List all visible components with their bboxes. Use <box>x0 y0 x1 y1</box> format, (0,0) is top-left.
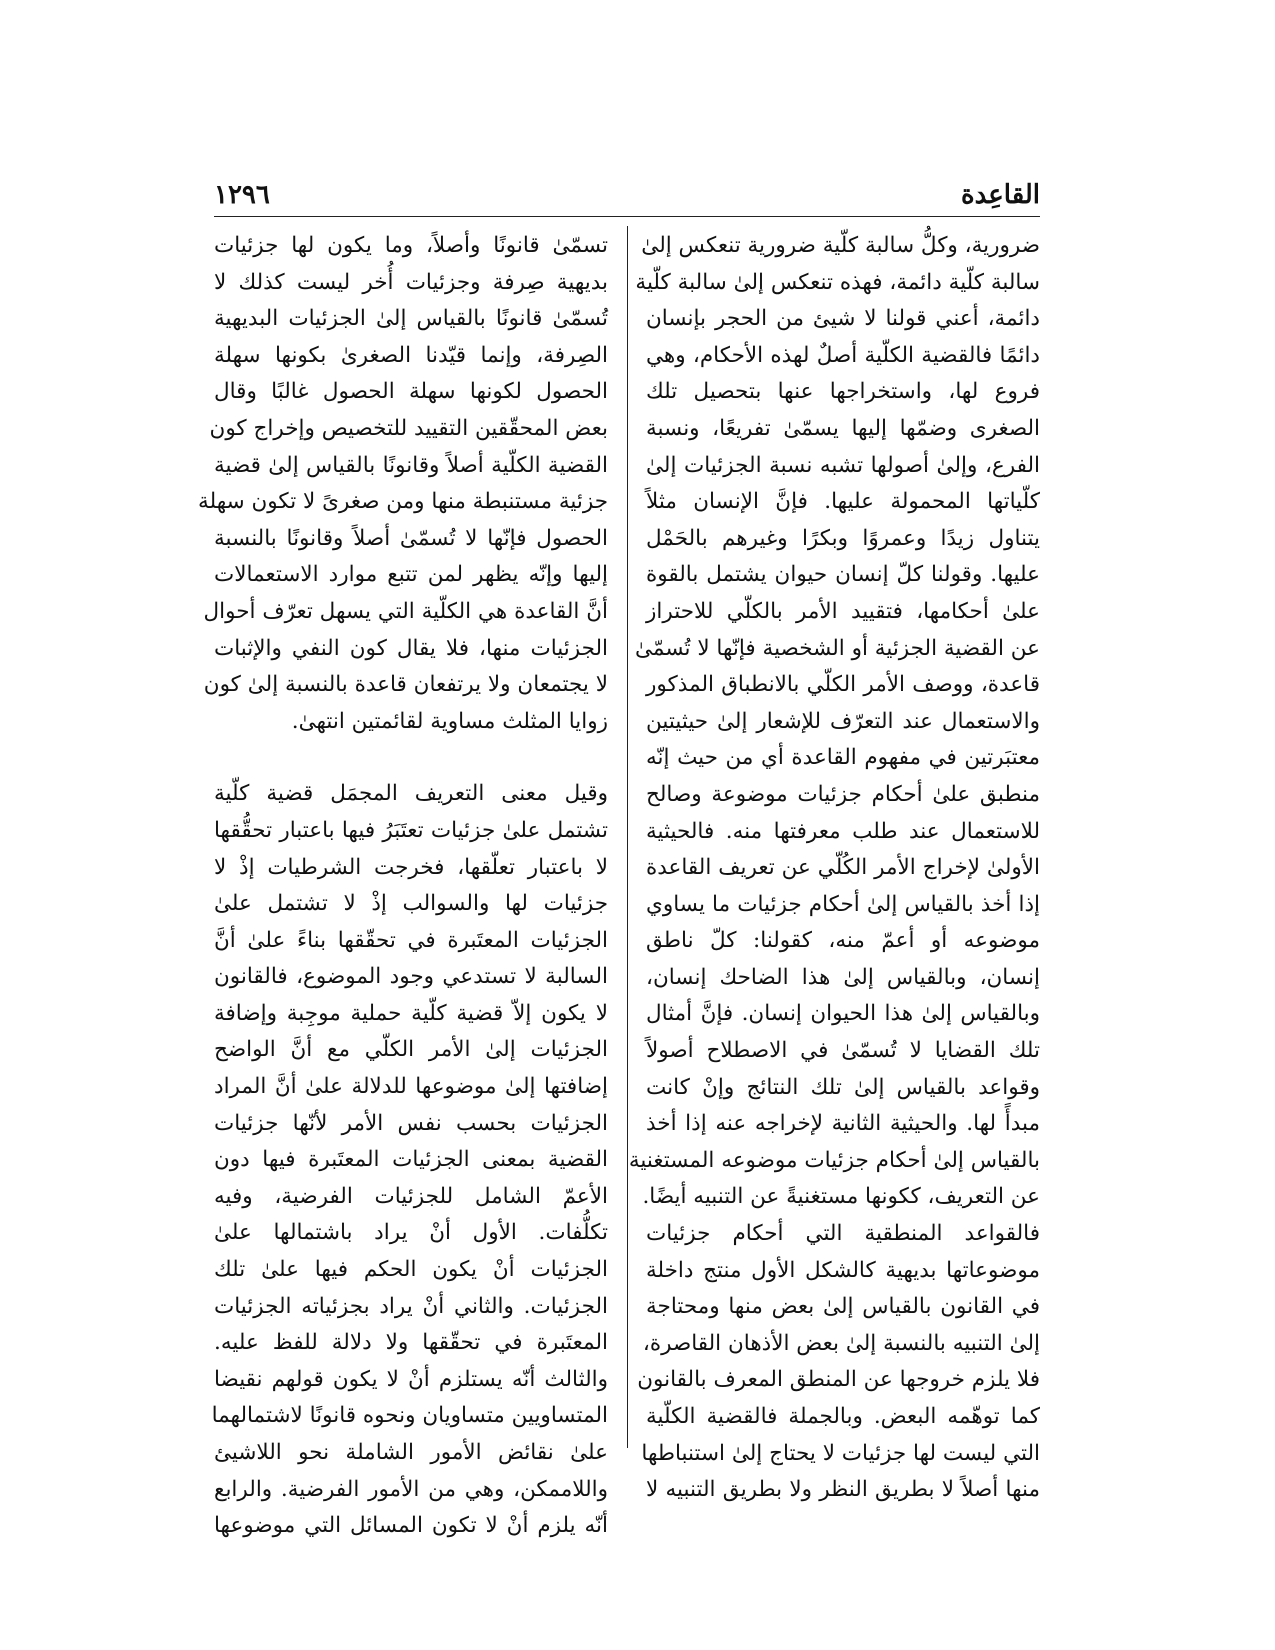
column-divider <box>627 226 628 1448</box>
text-line: دائمة، أعني قولنا لا شيئ من الحجر بإنسان <box>646 306 1040 332</box>
text-line: الجزئيات المعتَبرة في تحقّقها بناءً علىٰ أنَّ <box>214 927 608 953</box>
text-line: إلىٰ التنبيه بالنسبة إلىٰ بعض الأذهان القاصرة، <box>642 1330 1040 1356</box>
text-line: لا يجتمعان ولا يرتفعان قاعدة بالنسبة إلىٰ كون <box>203 672 608 698</box>
text-line: عن القضية الجزئية أو الشخصية فإنّها لا تُسمّىٰ <box>634 635 1040 661</box>
text-line: الجزئيات. والثاني أنْ يراد بجزئياته الجزئيات <box>214 1293 608 1319</box>
text-line: إذا أخذ بالقياس إلىٰ أحكام جزئيات ما يساوي <box>646 891 1040 917</box>
text-line: الأعمّ الشامل للجزئيات الفرضية، وفيه <box>214 1183 608 1209</box>
text-line: بديهية صِرفة وجزئيات أُخر ليست كذلك لا <box>214 269 608 295</box>
text-line: الجزئيات بحسب نفس الأمر لأنّها جزئيات <box>214 1110 608 1136</box>
text-line: أنَّ القاعدة هي الكلّية التي يسهل تعرّف أحوال <box>203 598 608 624</box>
text-line: الحصول لكونها سهلة الحصول غالبًا وقال <box>214 379 608 405</box>
text-line: لا يكون إلاّ قضية كلّية حملية موجِبة وإضافة <box>214 1000 608 1026</box>
text-line: للاستعمال عند طلب معرفتها منه. فالحيثية <box>646 818 1040 844</box>
text-line: فالقواعد المنطقية التي أحكام جزئيات <box>646 1221 1040 1247</box>
text-line: المتساويين متساويان ونحوه قانونًا لاشتمالهما <box>211 1403 608 1429</box>
text-line: وقواعد بالقياس إلىٰ تلك النتائج وإنْ كانت <box>646 1074 1040 1100</box>
left-paragraph-2 <box>211 776 608 1544</box>
text-line: فلا يلزم خروجها عن المنطق المعرف بالقانون <box>637 1367 1040 1393</box>
text-line: علىٰ نقائض الأمور الشاملة نحو اللاشيئ <box>214 1440 608 1465</box>
text-line: موضوعه أو أعمّ منه، كقولنا: كلّ ناطق <box>646 928 1040 954</box>
text-line: والثالث أنّه يستلزم أنْ لا يكون قولهم نقيضا <box>214 1366 608 1392</box>
text-line: كلّياتها المحمولة عليها. فإنَّ الإنسان مثلاً <box>646 489 1040 515</box>
text-line: الأولىٰ لإخراج الأمر الكُلّي عن تعريف القاعدة <box>646 855 1040 881</box>
text-line: الصِرفة، وإنما قيّدنا الصغرىٰ بكونها سهلة <box>214 342 608 368</box>
text-line: معتبَرتين في مفهوم القاعدة أي من حيث إنّه <box>646 745 1040 771</box>
text-line: الجزئيات إلىٰ الأمر الكلّي مع أنَّ الواضح <box>214 1037 608 1063</box>
text-line: وقيل معنى التعريف المجمَل قضية كلّية <box>214 781 608 807</box>
page-number: ١٢٩٦ <box>214 180 270 210</box>
text-line: الجزئيات منها، فلا يقال كون النفي والإثبات <box>214 635 608 661</box>
page-header <box>214 178 1040 214</box>
text-line: التي ليست لها جزئيات لا يحتاج إلىٰ استنباطها <box>641 1440 1040 1466</box>
text-line: بعض المحقّقين التقييد للتخصيص وإخراج كون <box>209 415 608 441</box>
text-line: وبالقياس إلىٰ هذا الحيوان إنسان. فإنَّ أمثال <box>646 1001 1040 1027</box>
text-line: سالبة كلّية دائمة، فهذه تنعكس إلىٰ سالبة كلّية <box>635 269 1040 295</box>
text-line: لا باعتبار تعلّقها، فخرجت الشرطيات إذْ لا <box>214 854 608 880</box>
text-line: أنّه يلزم أنْ لا تكون المسائل التي موضوعها <box>214 1513 608 1539</box>
text-line: إضافتها إلىٰ موضوعها للدلالة علىٰ أنَّ المراد <box>214 1074 608 1100</box>
text-line: جزئيات لها والسوالب إذْ لا تشتمل علىٰ <box>214 891 608 917</box>
header-rule <box>214 216 1040 217</box>
text-line: عليها. وقولنا كلّ إنسان حيوان يشتمل بالقوة <box>646 562 1040 588</box>
text-line: الجزئيات أنْ يكون الحكم فيها علىٰ تلك <box>214 1257 608 1283</box>
text-line: الصغرى وضمّها إليها يسمّىٰ تفريعًا، ونسبة <box>646 415 1040 441</box>
text-line: تكلُّفات. الأول أنْ يراد باشتمالها علىٰ <box>214 1220 608 1246</box>
text-line: جزئية مستنبطة منها ومن صغرىً لا تكون سهلة <box>198 489 608 515</box>
text-line: السالبة لا تستدعي وجود الموضوع، فالقانون <box>214 964 608 990</box>
text-line: منها أصلاً لا بطريق النظر ولا بطريق التنبيه لا <box>646 1477 1040 1503</box>
text-line: دائمًا فالقضية الكلّية أصلٌ لهذه الأحكام، وهي <box>646 342 1040 368</box>
text-line: تلك القضايا لا تُسمّىٰ في الاصطلاح أصولاً <box>646 1038 1040 1064</box>
text-line: المعتَبرة في تحقّقها ولا دلالة للفظ عليه. <box>214 1330 608 1356</box>
text-line: الحصول فإنّها لا تُسمّىٰ أصلاً وقانونًا بالنسبة <box>214 525 608 551</box>
right-column <box>628 228 1040 1509</box>
text-line: تسمّىٰ قانونًا وأصلاً، وما يكون لها جزئيات <box>214 233 608 258</box>
text-line: ضرورية، وكلُّ سالبة كلّية ضرورية تنعكس إلىٰ <box>641 233 1040 258</box>
text-line: زوايا المثلث مساوية لقائمتين انتهىٰ. <box>291 708 608 734</box>
text-line: موضوعاتها بديهية كالشكل الأول منتج داخلة <box>646 1257 1040 1283</box>
text-line: يتناول زيدًا وعمروًا وبكرًا وغيرهم بالحَمْل <box>646 525 1040 551</box>
left-paragraph-1 <box>198 228 608 740</box>
text-line: القضية بمعنى الجزئيات المعتَبرة فيها دون <box>214 1147 608 1173</box>
text-line: تشتمل علىٰ جزئيات تعتَبَرُ فيها باعتبار تحقُّقها <box>214 817 608 843</box>
text-line: عن التعريف، ككونها مستغنيةً عن التنبيه أيضًا. <box>642 1184 1040 1210</box>
text-line: علىٰ أحكامها، فتقييد الأمر بالكلّي للاحتراز <box>646 598 1040 624</box>
text-line: قاعدة، ووصف الأمر الكلّي بالانطباق المذكور <box>646 672 1040 698</box>
paragraph-gap <box>214 740 608 776</box>
text-line: واللاممكن، وهي من الأمور الفرضية. والرابع <box>214 1476 608 1502</box>
text-line: تُسمّىٰ قانونًا بالقياس إلىٰ الجزئيات البديهية <box>214 306 608 332</box>
running-title: القاعِدة <box>960 180 1040 210</box>
text-line: الفرع، وإلىٰ أصولها تشبه نسبة الجزئيات إلىٰ <box>646 452 1040 478</box>
text-line: إنسان، وبالقياس إلىٰ هذا الضاحك إنسان، <box>646 964 1040 990</box>
text-line: القضية الكلّية أصلاً وقانونًا بالقياس إلىٰ قضية <box>214 452 608 478</box>
text-line: والاستعمال عند التعرّف للإشعار إلىٰ حيثيتين <box>646 708 1040 734</box>
text-line: كما توهّمه البعض. وبالجملة فالقضية الكلّية <box>646 1404 1040 1429</box>
text-line: فروع لها، واستخراجها عنها بتحصيل تلك <box>646 379 1040 405</box>
text-line: إليها وإنّه يظهر لمن تتبع موارد الاستعمالات <box>214 562 608 588</box>
left-column <box>198 228 608 1545</box>
text-line: بالقياس إلىٰ أحكام جزئيات موضوعه المستغنية <box>628 1147 1040 1173</box>
text-line: منطبق علىٰ أحكام جزئيات موضوعة وصالح <box>646 781 1040 807</box>
text-line: في القانون بالقياس إلىٰ بعض منها ومحتاجة <box>646 1294 1040 1320</box>
text-line: مبدأً لها. والحيثية الثانية لإخراجه عنه إذا أخذ <box>646 1111 1040 1137</box>
